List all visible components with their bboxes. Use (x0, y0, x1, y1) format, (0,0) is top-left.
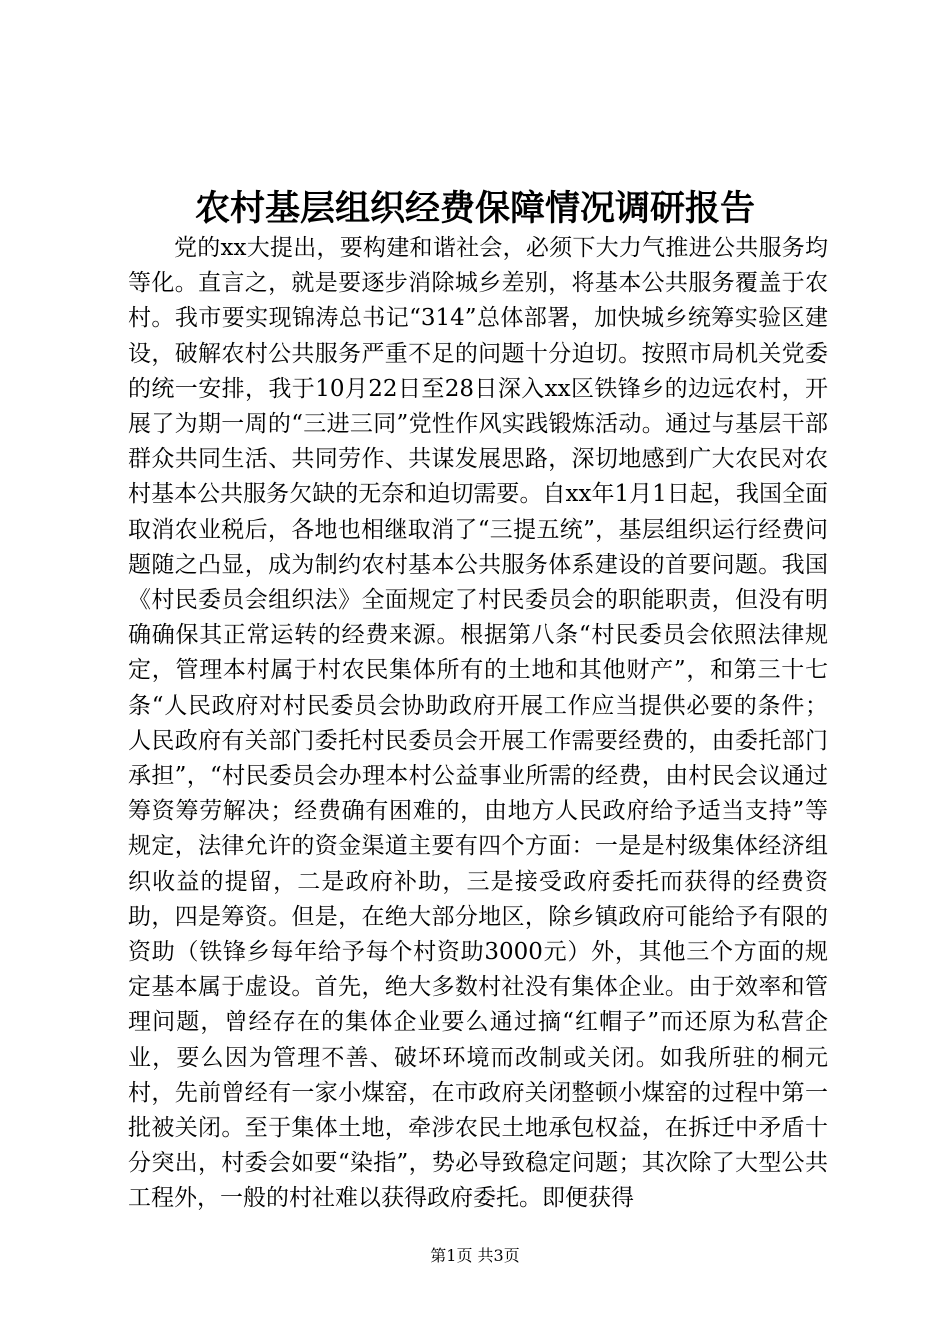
document-title: 农村基层组织经费保障情况调研报告 (194, 188, 755, 229)
page-footer: 第1页 共3页 (430, 1246, 520, 1265)
body-paragraph: 党的xx大提出，要构建和谐社会，必须下大力气推进公共服务均等化。直言之，就是要逐步消除城乡差别，将基本公共服务覆盖于农村。我市要实现锦涛总书记“314”总体部署，加快城乡统筹实验区建设，破解农村公共服务严重不足的问题十分迫切。按照市局机关党委的统一安排，我于10月22日至28日深入xx区铁锋乡的边远农村，开展了为期一周的“三进三同”党性作风实践锻炼活动。通过与基层干部群众共同生活、共同劳作、共谋发展思路，深切地感到广大农民对农村基本公共服务欠缺的无奈和迫切需要。自xx年1月1日起，我国全面取消农业税后，各地也相继取消了“三提五统”，基层组织运行经费问题随之凸显，成为制约农村基本公共服务体系建设的首要问题。我国《村民委员会组织法》全面规定了村民委员会的职能职责，但没有明确确保其正常运转的经费来源。根据第八条“村民委员会依照法律规定，管理本村属于村农民集体所有的土地和其他财产”，和第三十七条“人民政府对村民委员会协助政府开展工作应当提供必要的条件；人民政府有关部门委托村民委员会开展工作需要经费的，由委托部门承担”，“村民委员会办理本村公益事业所需的经费，由村民会议通过筹资筹劳解决；经费确有困难的，由地方人民政府给予适当支持”等规定，法律允许的资金渠道主要有四个方面：一是是村级集体经济组织收益的提留，二是政府补助，三是接受政府委托而获得的经费资助，四是筹资。但是，在绝大部分地区，除乡镇政府可能给予有限的资助（铁锋乡每年给予每个村资助3000元）外，其他三个方面的规定基本属于虚设。首先，绝大多数村社没有集体企业。由于效率和管理问题，曾经存在的集体企业要么通过摘“红帽子”而还原为私营企业，要么因为管理不善、破坏环境而改制或关闭。如我所驻的桐元村，先前曾经有一家小煤窑，在市政府关闭整顿小煤窑的过程中第一批被关闭。至于集体土地，牵涉农民土地承包权益，在拆迁中矛盾十分突出，村委会如要“染指”，势必导致稳定问题；其次除了大型公共工程外，一般的村社难以获得政府委托。即便获得 (128, 235, 828, 1212)
